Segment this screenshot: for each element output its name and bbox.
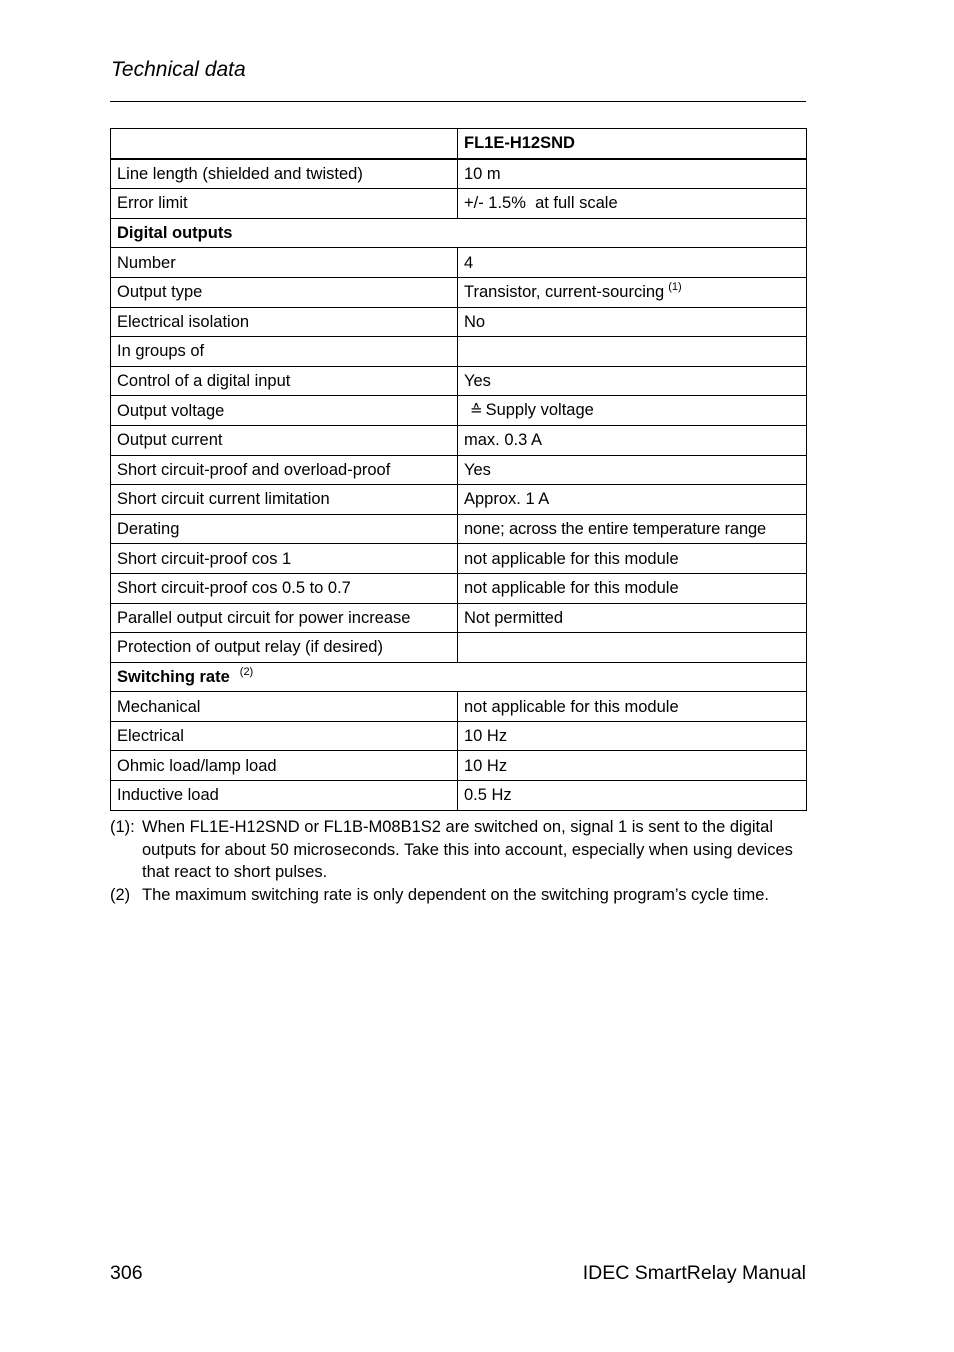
row-value: not applicable for this module: [458, 573, 807, 603]
row-label: Output type: [111, 277, 458, 307]
table-row: [111, 633, 807, 663]
technical-data-table: [110, 128, 807, 811]
table-row: [111, 396, 807, 426]
row-value: 10 m: [458, 159, 807, 189]
row-value: 4: [458, 248, 807, 278]
section-row: [111, 662, 807, 692]
footnotes: [110, 816, 806, 906]
table-header-model: FL1E-H12SND: [458, 129, 807, 159]
row-label: Mechanical: [111, 692, 458, 722]
row-label: Error limit: [111, 189, 458, 219]
row-label: Short circuit-proof and overload-proof: [111, 455, 458, 485]
row-label: Electrical isolation: [111, 307, 458, 337]
page-number: 306: [110, 1262, 143, 1284]
row-value: +/- 1.5% at full scale: [458, 189, 807, 219]
row-value: [458, 633, 807, 663]
section-row: [111, 218, 807, 248]
footnote-2: [110, 884, 806, 907]
table-row: [111, 455, 807, 485]
table-row: [111, 573, 807, 603]
table-row: [111, 485, 807, 515]
table-row: [111, 692, 807, 722]
table-row: [111, 366, 807, 396]
table-row: [111, 277, 807, 307]
table-row: [111, 425, 807, 455]
row-label: Parallel output circuit for power increase: [111, 603, 458, 633]
running-header-title: Technical data: [111, 58, 246, 81]
row-value: not applicable for this module: [458, 544, 807, 574]
footnote-1: [110, 816, 806, 884]
table-row: [111, 603, 807, 633]
row-value: Yes: [458, 366, 807, 396]
footnote-mark: (1):: [110, 818, 135, 836]
table-header-row: [111, 129, 807, 159]
row-label: Short circuit-proof cos 1: [111, 544, 458, 574]
table-row: [111, 248, 807, 278]
row-value: Not permitted: [458, 603, 807, 633]
section-heading-switching-rate: [111, 662, 807, 692]
row-value: Transistor, current-sourcing: [464, 283, 665, 302]
corresponds-to-symbol: ≙: [470, 402, 483, 420]
row-value-cell: [458, 396, 807, 426]
row-value: 10 Hz: [458, 721, 807, 751]
table-row: [111, 159, 807, 189]
row-value: Supply voltage: [485, 401, 594, 420]
table-row: [111, 514, 807, 544]
row-label: Output voltage: [111, 396, 458, 426]
row-label: Derating: [111, 514, 458, 544]
row-label: Inductive load: [111, 781, 458, 811]
row-value: not applicable for this module: [458, 692, 807, 722]
footnote-mark: (2): [110, 885, 131, 904]
table-row: [111, 189, 807, 219]
row-value: 10 Hz: [458, 751, 807, 781]
footnote-text: When FL1E-H12SND or FL1B-M08B1S2 are switched on, signal 1 is sent to the digital outputs for about 50 microseconds. Take this into account, especially when using devices that react to short pulses.: [142, 818, 793, 881]
row-label: Control of a digital input: [111, 366, 458, 396]
footnote-ref: (1): [668, 281, 682, 294]
footnote-text: The maximum switching rate is only dependent on the switching program’s cycle time.: [142, 885, 769, 904]
footnote-ref: (2): [239, 665, 254, 678]
manual-title: IDEC SmartRelay Manual: [582, 1262, 806, 1284]
row-value: [458, 337, 807, 367]
table-row: [111, 337, 807, 367]
table-row: [111, 781, 807, 811]
section-heading-text: Switching rate: [117, 667, 230, 686]
row-label: In groups of: [111, 337, 458, 367]
row-label: Line length (shielded and twisted): [111, 159, 458, 189]
row-label: Number: [111, 248, 458, 278]
row-value: Approx. 1 A: [458, 485, 807, 515]
row-label: Ohmic load/lamp load: [111, 751, 458, 781]
table-row: [111, 751, 807, 781]
row-value: max. 0.3 A: [458, 425, 807, 455]
row-value: Yes: [458, 455, 807, 485]
row-label: Short circuit-proof cos 0.5 to 0.7: [111, 573, 458, 603]
row-value-cell: [458, 277, 807, 307]
row-value: No: [458, 307, 807, 337]
row-label: Output current: [111, 425, 458, 455]
row-value: none; across the entire temperature range: [458, 514, 807, 544]
table-header-label: [111, 129, 458, 159]
header-divider: [110, 101, 806, 102]
table-row: [111, 721, 807, 751]
table-row: [111, 307, 807, 337]
row-label: Protection of output relay (if desired): [111, 633, 458, 663]
table-row: [111, 544, 807, 574]
section-heading-digital-outputs: Digital outputs: [111, 218, 807, 248]
row-label: Short circuit current limitation: [111, 485, 458, 515]
row-value: 0.5 Hz: [458, 781, 807, 811]
row-label: Electrical: [111, 721, 458, 751]
